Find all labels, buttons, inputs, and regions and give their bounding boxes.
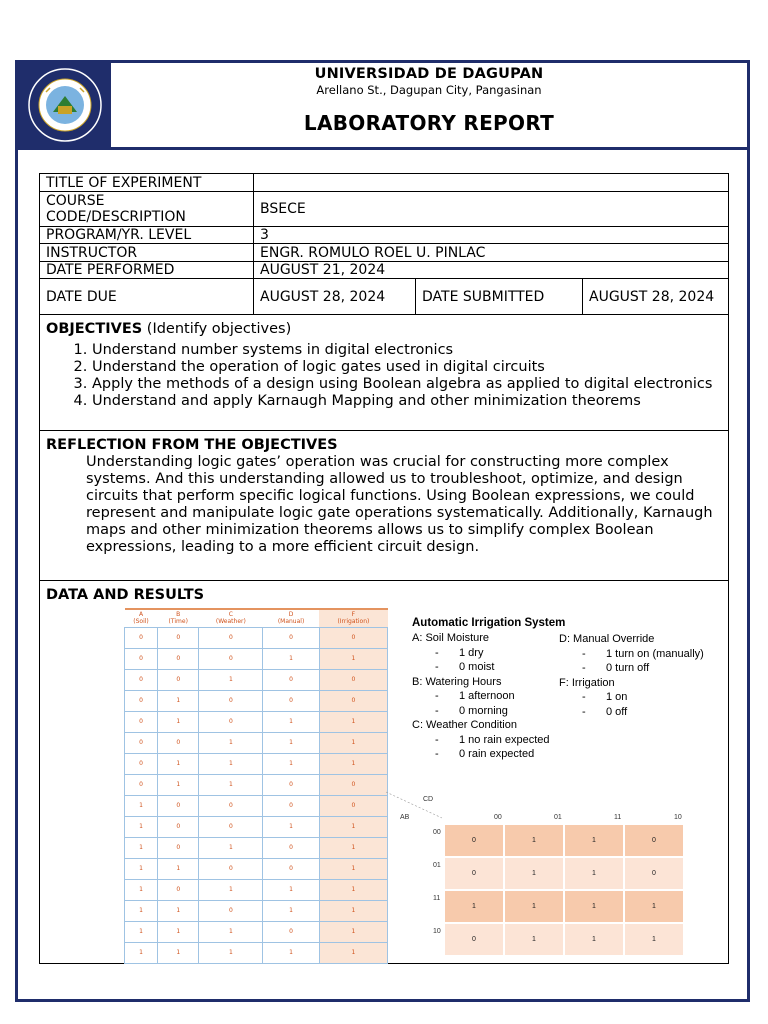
truth-table-cell: 1 <box>158 711 199 732</box>
truth-table-cell: 0 <box>319 774 387 795</box>
truth-table-header <box>158 609 199 627</box>
truth-table-header <box>319 609 387 627</box>
truth-table-cell: 1 <box>263 879 320 900</box>
objective-item: 2. Understand the operation of logic gates used in digital circuits <box>92 359 722 376</box>
kmap-row-label: 11 <box>433 895 441 902</box>
dash-bullet: - <box>435 748 439 760</box>
truth-table-cell: 0 <box>125 732 158 753</box>
truth-table-cell: 0 <box>263 795 320 816</box>
truth-table-cell: 1 <box>125 837 158 858</box>
truth-table-cell: 0 <box>319 627 387 648</box>
legend-value <box>412 747 550 762</box>
table-row <box>125 900 388 921</box>
truth-table-cell: 1 <box>199 753 263 774</box>
truth-table-header <box>263 609 320 627</box>
reflection-heading: REFLECTION FROM THE OBJECTIVES <box>46 437 338 453</box>
legend-variable: C: Weather Condition <box>412 719 517 731</box>
kmap-row-label: 10 <box>433 928 441 935</box>
dash-bullet: - <box>582 662 586 674</box>
kmap-cell: 0 <box>445 858 503 889</box>
truth-table-cell: 1 <box>158 858 199 879</box>
truth-table-cell: 1 <box>199 837 263 858</box>
program-value: 3 <box>254 227 729 244</box>
kmap-row-label: 01 <box>433 862 441 869</box>
truth-table-cell: 0 <box>158 837 199 858</box>
karnaugh-map <box>398 795 698 960</box>
kmap-cell: 0 <box>625 825 683 856</box>
kmap-cell: 1 <box>445 891 503 922</box>
truth-table-cell: 1 <box>199 942 263 963</box>
report-header <box>18 63 747 150</box>
truth-table-header <box>125 609 158 627</box>
truth-table-cell: 0 <box>125 711 158 732</box>
truth-table-cell: 0 <box>319 795 387 816</box>
legend-left-column <box>412 631 550 762</box>
course-value: BSECE <box>254 192 729 227</box>
truth-table-cell: 0 <box>125 669 158 690</box>
experiment-info-table <box>39 173 729 315</box>
truth-table-cell: 1 <box>263 942 320 963</box>
legend-value-text: 0 moist <box>459 661 495 673</box>
variable-legend <box>412 617 742 760</box>
kmap-cell: 1 <box>625 924 683 955</box>
truth-table-cell: 0 <box>263 837 320 858</box>
truth-table-cell: 0 <box>158 879 199 900</box>
truth-table-cell: 1 <box>319 858 387 879</box>
truth-table-cell: 0 <box>263 669 320 690</box>
truth-table-cell: 0 <box>199 795 263 816</box>
table-row <box>125 690 388 711</box>
dash-bullet: - <box>582 647 586 660</box>
table-row <box>125 711 388 732</box>
kmap-cell: 1 <box>505 891 563 922</box>
legend-value-text: 0 morning <box>459 704 508 717</box>
truth-table-cell: 1 <box>199 879 263 900</box>
truth-table-cell: 1 <box>125 942 158 963</box>
dash-bullet: - <box>582 705 586 718</box>
table-row <box>125 732 388 753</box>
legend-value <box>412 704 550 719</box>
truth-table-cell: 0 <box>199 690 263 711</box>
truth-table-image <box>124 608 388 964</box>
truth-table-cell: 0 <box>263 690 320 711</box>
truth-table-cell: 1 <box>158 774 199 795</box>
legend-value-text: 0 turn off <box>606 662 650 674</box>
truth-table-cell: 1 <box>125 879 158 900</box>
dash-bullet: - <box>435 690 439 702</box>
legend-value <box>559 705 704 720</box>
table-row <box>125 795 388 816</box>
truth-table-cell: 1 <box>125 795 158 816</box>
objective-item: 4. Understand and apply Karnaugh Mapping and other minimization theorems <box>92 393 722 410</box>
legend-right-column <box>559 632 704 719</box>
legend-value <box>412 733 550 748</box>
header-description: (Time) <box>168 618 188 626</box>
truth-table-cell: 0 <box>125 627 158 648</box>
truth-table-cell: 1 <box>199 669 263 690</box>
header-description: (Irrigation) <box>337 618 370 626</box>
kmap-column-label: 11 <box>614 814 622 821</box>
kmap-cell: 1 <box>505 825 563 856</box>
logo-cell <box>18 63 111 147</box>
kmap-cell: 0 <box>445 924 503 955</box>
objectives-list <box>46 342 722 410</box>
truth-table-cell: 0 <box>263 627 320 648</box>
dash-bullet: - <box>435 733 439 746</box>
truth-table-cell: 1 <box>263 816 320 837</box>
truth-table-cell: 0 <box>158 648 199 669</box>
kmap-column-label: 00 <box>494 814 502 821</box>
instructor-value: ENGR. ROMULO ROEL U. PINLAC <box>254 244 729 262</box>
header-letter: D <box>288 611 294 619</box>
truth-table-cell: 0 <box>199 858 263 879</box>
truth-table-cell: 0 <box>199 627 263 648</box>
truth-table-cell: 0 <box>199 648 263 669</box>
date-due-value: AUGUST 28, 2024 <box>254 279 416 315</box>
date-due-label: DATE DUE <box>40 279 254 315</box>
truth-table-cell: 1 <box>125 921 158 942</box>
truth-table-cell: 0 <box>158 795 199 816</box>
kmap-cell: 1 <box>625 891 683 922</box>
kmap-cell: 1 <box>505 858 563 889</box>
legend-variable: F: Irrigation <box>559 676 615 689</box>
truth-table-cell: 0 <box>199 711 263 732</box>
objectives-title: OBJECTIVES <box>46 321 143 337</box>
truth-table-cell: 1 <box>319 753 387 774</box>
kmap-cell: 0 <box>625 858 683 889</box>
objectives-subtitle: (Identify objectives) <box>142 321 292 337</box>
dash-bullet: - <box>435 704 439 717</box>
truth-table-header <box>199 609 263 627</box>
truth-table-cell: 1 <box>319 648 387 669</box>
truth-table-cell: 0 <box>125 774 158 795</box>
kmap-column-label: 01 <box>554 814 562 821</box>
truth-table-cell: 1 <box>319 879 387 900</box>
legend-value-text: 1 turn on (manually) <box>606 647 704 660</box>
objective-item: 1. Understand number systems in digital electronics <box>92 342 722 359</box>
objectives-section <box>39 315 729 431</box>
truth-table-cell: 1 <box>319 816 387 837</box>
table-row <box>125 879 388 900</box>
truth-table-cell: 0 <box>199 900 263 921</box>
kmap-cell: 0 <box>445 825 503 856</box>
program-label: PROGRAM/YR. LEVEL <box>40 227 254 244</box>
kmap-grid <box>445 825 683 955</box>
header-letter: F <box>351 611 356 619</box>
truth-table-cell: 0 <box>263 921 320 942</box>
truth-table-cell: 1 <box>319 837 387 858</box>
legend-value-text: 0 off <box>606 705 628 718</box>
kmap-col-variable: CD <box>423 796 434 803</box>
legend-value <box>412 646 550 661</box>
kmap-cell: 1 <box>565 825 623 856</box>
legend-value <box>412 660 550 675</box>
legend-value <box>559 661 704 676</box>
legend-value-text: 1 dry <box>459 646 484 659</box>
kmap-cell: 1 <box>565 924 623 955</box>
report-title: LABORATORY REPORT <box>303 111 555 135</box>
truth-table-cell: 1 <box>125 858 158 879</box>
truth-table-cell: 0 <box>158 816 199 837</box>
truth-table-cell: 0 <box>125 648 158 669</box>
truth-table-cell: 1 <box>158 921 199 942</box>
truth-table-cell: 0 <box>158 732 199 753</box>
legend-value-text: 0 rain expected <box>459 748 535 760</box>
truth-table-cell: 0 <box>319 690 387 711</box>
truth-table-cell: 1 <box>263 732 320 753</box>
date-performed-value: AUGUST 21, 2024 <box>254 262 729 279</box>
truth-table-cell: 1 <box>263 900 320 921</box>
table-row <box>125 648 388 669</box>
table-row <box>125 774 388 795</box>
table-row <box>125 816 388 837</box>
legend-value <box>412 689 550 704</box>
date-performed-label: DATE PERFORMED <box>40 262 254 279</box>
legend-variable: B: Watering Hours <box>412 675 502 688</box>
date-submitted-label: DATE SUBMITTED <box>416 279 583 315</box>
table-row <box>125 942 388 963</box>
reflection-text: Understanding logic gates’ operation was crucial for constructing more complex systems. And this understanding allowed us to troubleshoot, optimize, and design circuits that perform specific logical functions. Using Boolean expressions, we could represent and manipulate logic gate operations systematically. Additionally, Karnaugh maps and other minimization theorems allows us to simplify complex Boolean expressions, leading to a more efficient circuit design. <box>86 454 713 555</box>
instructor-label: INSTRUCTOR <box>40 244 254 262</box>
truth-table-cell: 1 <box>319 942 387 963</box>
table-row <box>125 921 388 942</box>
truth-table-cell: 1 <box>158 753 199 774</box>
truth-table-cell: 0 <box>263 858 320 879</box>
truth-table-cell: 0 <box>158 669 199 690</box>
objective-item: 3. Apply the methods of a design using Boolean algebra as applied to digital electronics <box>92 376 722 393</box>
legend-value-text: 1 no rain expected <box>459 733 550 746</box>
truth-table-cell: 1 <box>319 921 387 942</box>
truth-table-cell: 1 <box>263 648 320 669</box>
title-value <box>254 174 729 192</box>
table-row <box>125 753 388 774</box>
date-submitted-value: AUGUST 28, 2024 <box>583 279 729 315</box>
truth-table-cell: 1 <box>199 774 263 795</box>
truth-table <box>124 608 388 964</box>
truth-table-cell: 1 <box>158 690 199 711</box>
header-description: (Soil) <box>133 618 149 626</box>
dash-bullet: - <box>582 691 586 703</box>
legend-value <box>559 647 704 662</box>
university-name: UNIVERSIDAD DE DAGUPAN <box>314 66 544 82</box>
kmap-cell: 1 <box>565 858 623 889</box>
header-description: (Weather) <box>215 618 246 626</box>
legend-value-text: 1 on <box>606 691 628 703</box>
truth-table-cell: 0 <box>125 753 158 774</box>
truth-table-cell: 1 <box>125 900 158 921</box>
truth-table-cell: 0 <box>125 690 158 711</box>
university-seal-logo <box>20 66 110 144</box>
truth-table-cell: 0 <box>263 774 320 795</box>
header-letter: A <box>138 611 144 619</box>
header-letter: B <box>176 611 181 619</box>
legend-title: Automatic Irrigation System <box>412 617 566 629</box>
header-letter: C <box>228 611 233 619</box>
table-row <box>125 858 388 879</box>
table-row <box>125 669 388 690</box>
dash-bullet: - <box>435 646 439 659</box>
kmap-row-label: 00 <box>433 829 441 836</box>
header-description: (Manual) <box>277 618 305 626</box>
legend-value <box>559 690 704 705</box>
truth-table-cell: 0 <box>319 669 387 690</box>
truth-table-cell: 1 <box>263 711 320 732</box>
table-row <box>125 837 388 858</box>
truth-table-cell: 1 <box>263 753 320 774</box>
header-text-block <box>111 63 747 147</box>
truth-table-cell: 1 <box>199 732 263 753</box>
university-address: Arellano St., Dagupan City, Pangasinan <box>316 83 542 97</box>
title-label: TITLE OF EXPERIMENT <box>40 174 254 192</box>
truth-table-cell: 0 <box>158 627 199 648</box>
truth-table-cell: 1 <box>158 942 199 963</box>
kmap-cell: 1 <box>505 924 563 955</box>
data-results-heading: DATA AND RESULTS <box>46 587 205 603</box>
truth-table-cell: 1 <box>199 921 263 942</box>
truth-table-cell: 1 <box>319 732 387 753</box>
truth-table-cell: 1 <box>158 900 199 921</box>
table-row <box>125 627 388 648</box>
kmap-cell: 1 <box>565 891 623 922</box>
course-label: COURSE CODE/DESCRIPTION <box>40 192 254 227</box>
dash-bullet: - <box>435 661 439 673</box>
kmap-column-label: 10 <box>674 814 682 821</box>
legend-variable: A: Soil Moisture <box>412 632 490 644</box>
legend-variable: D: Manual Override <box>559 633 655 645</box>
legend-value-text: 1 afternoon <box>459 690 515 702</box>
truth-table-cell: 1 <box>319 711 387 732</box>
kmap-row-variable: AB <box>400 814 410 821</box>
reflection-section <box>39 431 729 581</box>
truth-table-cell: 1 <box>319 900 387 921</box>
truth-table-cell: 0 <box>199 816 263 837</box>
objectives-heading <box>46 321 722 337</box>
truth-table-cell: 1 <box>125 816 158 837</box>
